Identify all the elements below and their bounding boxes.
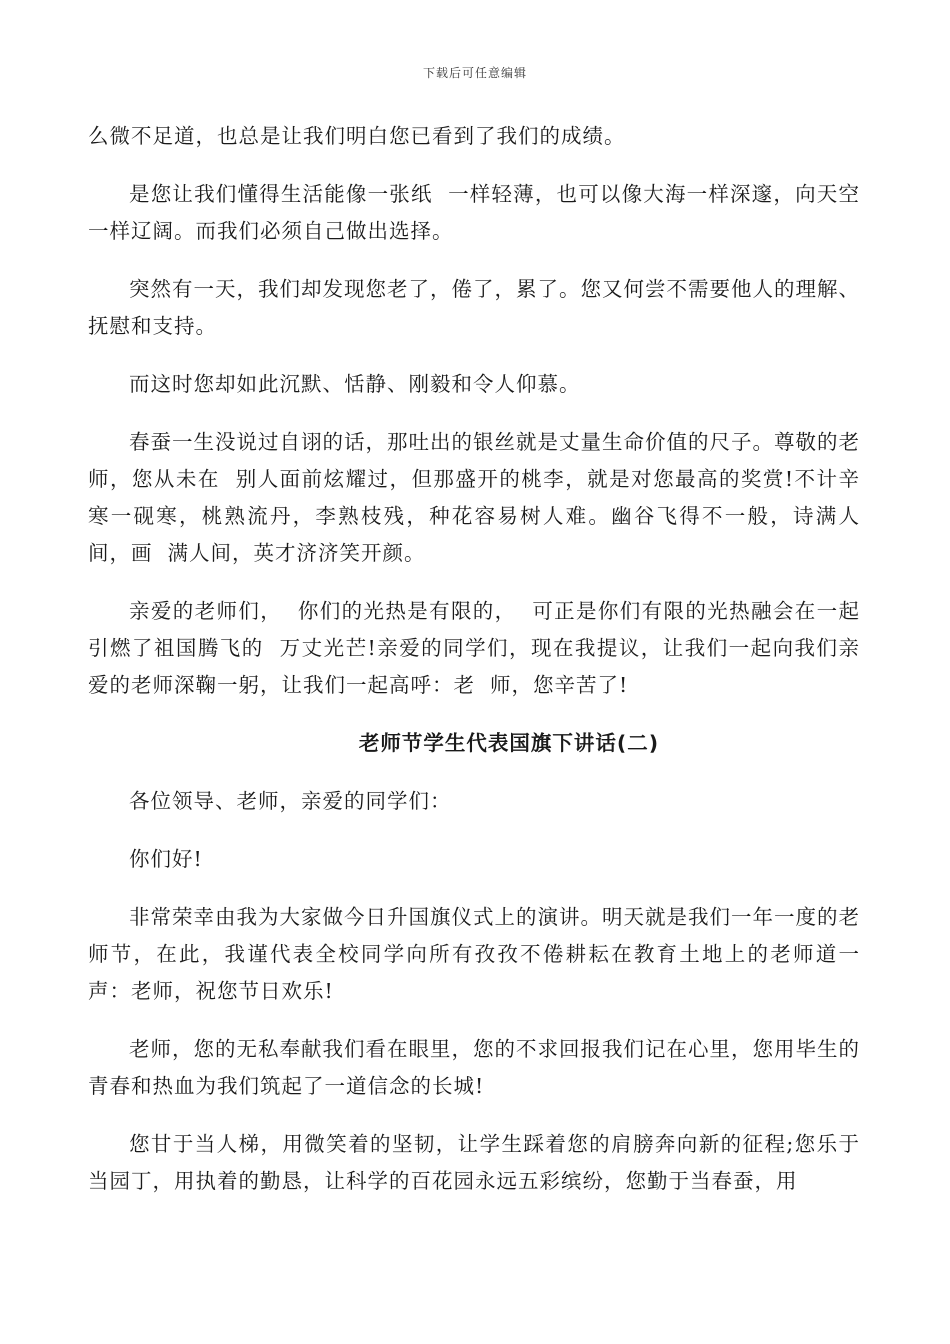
document-body <box>88 118 860 1221</box>
paragraph: 您甘于当人梯，用微笑着的坚韧，让学生踩着您的肩膀奔向新的征程;您乐于当园丁，用执着的勤恳，让科学的百花园永远五彩缤纷，您勤于当春蚕，用 <box>88 1132 860 1193</box>
section-title: 老师节学生代表国旗下讲话(二) <box>358 731 660 755</box>
page-header-note: 下载后可任意编辑 <box>422 66 527 80</box>
paragraph: 亲爱的老师们， 你们的光热是有限的， 可正是你们有限的光热融会在一起引燃了祖国腾飞的 万丈光芒!亲爱的同学们，现在我提议，让我们一起向我们亲爱的老师深鞠一躬，让我们一起高呼：老 师，您辛苦了! <box>88 599 860 697</box>
paragraph: 春蚕一生没说过自诩的话，那吐出的银丝就是丈量生命价值的尺子。尊敬的老师，您从未在 别人面前炫耀过，但那盛开的桃李，就是对您最高的奖赏!不计辛寒一砚寒，桃熟流丹，李熟枝残，种花容易树人难。幽谷飞得不一般，诗满人间，画 满人间，英才济济笑开颜。 <box>88 430 860 565</box>
paragraph: 你们好! <box>129 847 203 871</box>
paragraph: 非常荣幸由我为大家做今日升国旗仪式上的演讲。明天就是我们一年一度的老师节，在此，我谨代表全校同学向所有孜孜不倦耕耘在教育土地上的老师道一声：老师，祝您节日欢乐! <box>88 905 860 1003</box>
paragraph: 而这时您却如此沉默、恬静、刚毅和令人仰慕。 <box>129 372 581 396</box>
paragraph: 各位领导、老师，亲爱的同学们： <box>129 789 452 813</box>
paragraph: 么微不足道，也总是让我们明白您已看到了我们的成绩。 <box>88 124 626 148</box>
paragraph: 老师，您的无私奉献我们看在眼里，您的不求回报我们记在心里，您用毕生的青春和热血为我们筑起了一道信念的长城! <box>88 1037 860 1098</box>
paragraph: 是您让我们懂得生活能像一张纸 一样轻薄，也可以像大海一样深邃，向天空一样辽阔。而我们必须自己做出选择。 <box>88 182 860 243</box>
paragraph: 突然有一天，我们却发现您老了，倦了，累了。您又何尝不需要他人的理解、抚慰和支持。 <box>88 277 860 338</box>
